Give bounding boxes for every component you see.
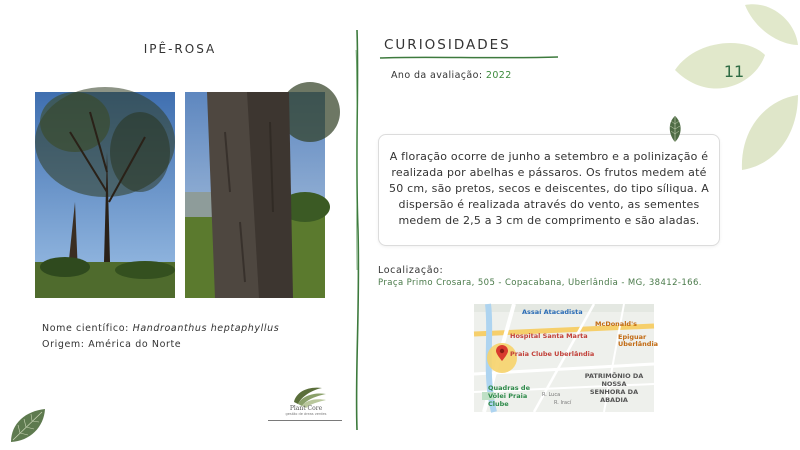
fact-box	[378, 134, 720, 246]
evaluation-year-line	[391, 70, 512, 81]
location-pin-icon	[496, 345, 508, 361]
fact-text: A floração ocorre de junho a setembro e a polinização é realizada por abelhas e pássaros. Os frutos medem até 50 cm, são pretos, secos e deiscentes, do tipo síliqua. A dispersão é realizada através do vento, as sementes medem de 2,5 a 3 cm de comprimento e são aladas.	[389, 150, 709, 227]
species-title: IPÊ-ROSA	[143, 42, 217, 56]
logo-tagline: gestão de áreas verdes	[285, 412, 327, 416]
section-title: CURIOSIDADES	[384, 37, 511, 53]
scientific-name: Handroanthus heptaphyllus	[132, 323, 280, 334]
origin-line	[42, 339, 181, 350]
map-label-assai: Assaí Atacadista	[522, 308, 583, 316]
map-label-street2: R. Irací	[554, 400, 572, 406]
column-divider	[350, 30, 364, 430]
tree-photo-canopy	[35, 92, 175, 298]
evaluation-label: Ano da avaliação:	[391, 70, 483, 81]
plant-core-logo	[268, 384, 346, 424]
map-label-street1: R. Luca	[542, 392, 561, 398]
logo-divider	[268, 420, 342, 421]
evaluation-year: 2022	[485, 70, 512, 81]
map-label-patrimonio: PATRIMÔNIO DA NOSSA SENHORA DA ABADIA	[584, 372, 644, 404]
location-value: Praça Primo Crosara, 505 - Copacabana, Uberlândia - MG, 38412-166.	[378, 278, 702, 288]
origin-value: América do Norte	[88, 339, 182, 350]
leaf-icon	[665, 114, 685, 144]
leaf-icon	[8, 405, 48, 445]
section-underline	[380, 55, 558, 60]
location-map[interactable]	[474, 304, 659, 412]
logo-name: Plant Core	[289, 405, 323, 412]
page-number: 11	[723, 62, 745, 81]
scientific-name-line	[42, 323, 279, 334]
map-label-mcdonalds: McDonald's	[595, 320, 637, 328]
map-label-epiguar: Epiguar Uberlândia	[618, 333, 659, 348]
map-label-praia-clube: Praia Clube Uberlândia	[510, 350, 595, 358]
map-label-quadras: Quadras de Vôlei Praia Clube	[488, 384, 530, 408]
scientific-label: Nome científico:	[42, 323, 129, 334]
tree-photo-trunk	[185, 92, 325, 298]
origin-label: Origem:	[42, 339, 85, 350]
location-label: Localização:	[378, 265, 444, 276]
map-label-hospital: Hospital Santa Marta	[510, 332, 588, 340]
